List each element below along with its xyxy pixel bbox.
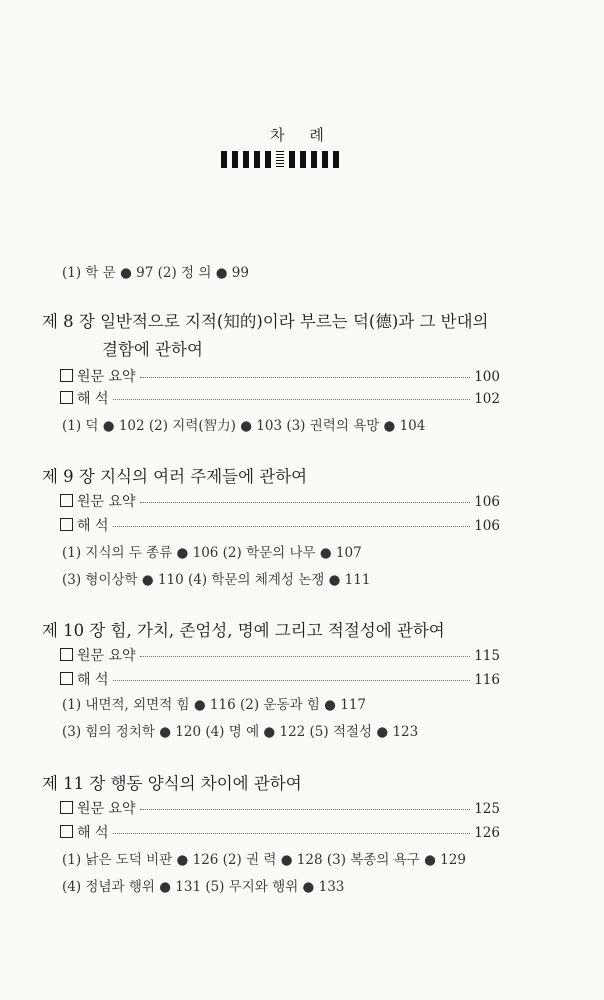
- entry-page: 115: [474, 648, 500, 664]
- sub-entry-line: (4) 정념과 행위 ● 131 (5) 무지와 행위 ● 133: [62, 879, 345, 895]
- entry-page: 106: [474, 494, 500, 510]
- dot-leader: [113, 833, 471, 834]
- entry-page: 102: [474, 391, 500, 407]
- chapter-9-heading: 제 9 장 지식의 여러 주제들에 관하여: [42, 467, 308, 486]
- entry-page: 100: [474, 369, 500, 385]
- entry-page: 125: [474, 801, 500, 817]
- toc-entry: [60, 822, 500, 840]
- chapter-11-heading: 제 11 장 행동 양식의 차이에 관하여: [42, 774, 302, 793]
- checkbox-icon: [60, 801, 73, 814]
- toc-entry: [60, 669, 500, 687]
- entry-label: 원문 요약: [77, 494, 136, 510]
- chapter-8-heading: 제 8 장 일반적으로 지적(知的)이라 부르는 덕(德)과 그 반대의: [42, 312, 489, 331]
- dot-leader: [113, 399, 471, 400]
- entry-page: 126: [474, 825, 500, 841]
- toc-entry: [60, 798, 500, 816]
- entry-label: 해 석: [77, 518, 109, 534]
- dot-leader: [140, 377, 471, 378]
- checkbox-icon: [60, 518, 73, 531]
- entry-page: 106: [474, 518, 500, 534]
- chapter-10-heading: 제 10 장 힘, 가치, 존엄성, 명예 그리고 적절성에 관하여: [42, 621, 445, 640]
- dot-leader: [113, 526, 471, 527]
- sub-entry-line: (1) 지식의 두 종류 ● 106 (2) 학문의 나무 ● 107: [62, 545, 362, 561]
- dot-leader: [140, 809, 471, 810]
- entry-label: 해 석: [77, 391, 109, 407]
- dot-leader: [140, 502, 471, 503]
- checkbox-icon: [60, 494, 73, 507]
- entry-label: 원문 요약: [77, 369, 136, 385]
- entry-label: 원문 요약: [77, 801, 136, 817]
- sub-entry-line: (3) 힘의 정치학 ● 120 (4) 명 예 ● 122 (5) 적절성 ● 123: [62, 724, 419, 740]
- toc-title: 차 례: [270, 126, 334, 144]
- dot-leader: [113, 680, 471, 681]
- entry-label: 해 석: [77, 672, 109, 688]
- sub-entry-line: (1) 내면적, 외면적 힘 ● 116 (2) 운동과 힘 ● 117: [62, 697, 366, 713]
- toc-entry: [60, 388, 500, 406]
- checkbox-icon: [60, 391, 73, 404]
- checkbox-icon: [60, 672, 73, 685]
- toc-entry: [60, 645, 500, 663]
- checkbox-icon: [60, 369, 73, 382]
- entry-label: 해 석: [77, 825, 109, 841]
- sub-entry-line: (1) 학 문 ● 97 (2) 정 의 ● 99: [62, 265, 249, 281]
- sub-entry-line: (1) 낡은 도덕 비판 ● 126 (2) 권 력 ● 128 (3) 복종의 욕구 ● 129: [62, 852, 466, 868]
- checkbox-icon: [60, 825, 73, 838]
- checkbox-icon: [60, 648, 73, 661]
- toc-entry: [60, 366, 500, 384]
- chapter-8-heading-cont: 결함에 관하여: [102, 340, 203, 359]
- sub-entry-line: (3) 형이상학 ● 110 (4) 학문의 체계성 논쟁 ● 111: [62, 572, 371, 588]
- toc-entry: [60, 515, 500, 533]
- entry-label: 원문 요약: [77, 648, 136, 664]
- dot-leader: [140, 656, 471, 657]
- sub-entry-line: (1) 덕 ● 102 (2) 지력(智力) ● 103 (3) 권력의 욕망 ● 104: [62, 418, 426, 434]
- entry-page: 116: [474, 672, 500, 688]
- toc-entry: [60, 491, 500, 509]
